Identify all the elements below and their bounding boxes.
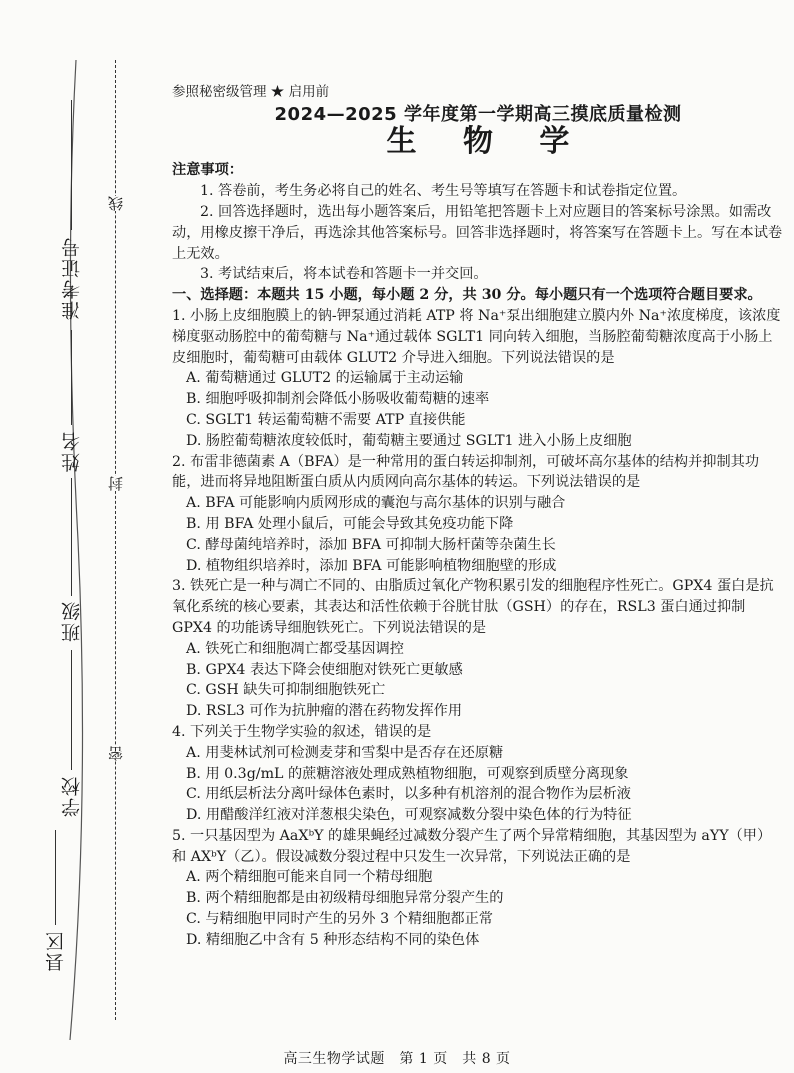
option-b[interactable]: B. 两个精细胞都是由初级精母细胞异常分裂产生的 bbox=[186, 890, 504, 907]
question-stem: 3. 铁死亡是一种与凋亡不同的、由脂质过氧化产物积累引发的细胞程序性死亡。GPX4 蛋白是抗氧化系统的核心要素，其表达和活性依赖于谷胱甘肽（GSH）的存在，RSL3 蛋白通过抑制 GPX4 的功能诱导细胞铁死亡。下列说法错误的是 bbox=[172, 578, 774, 636]
option-d[interactable]: D. RSL3 可作为抗肿瘤的潜在药物发挥作用 bbox=[186, 703, 463, 720]
name-blank[interactable] bbox=[71, 330, 72, 425]
option-a[interactable]: A. BFA 可能影响内质网形成的囊泡与高尔基体的识别与融合 bbox=[186, 495, 566, 512]
option-c[interactable]: C. GSH 缺失可抑制细胞铁死亡 bbox=[186, 682, 386, 699]
option-a[interactable]: A. 两个精细胞可能来自同一个精母细胞 bbox=[186, 869, 433, 886]
option-c[interactable]: C. 与精细胞甲同时产生的另外 3 个精细胞都正常 bbox=[186, 911, 493, 928]
question bbox=[172, 826, 784, 951]
exam-number-blank[interactable] bbox=[71, 100, 72, 230]
exam-title: 2024—2025 学年度第一学期高三摸底质量检测 bbox=[274, 103, 682, 125]
option-c[interactable]: C. 用纸层析法分离叶绿体色素时，以多种有机溶剂的混合物作为层析液 bbox=[186, 786, 631, 803]
district-label: 县区 bbox=[45, 930, 67, 972]
option-c[interactable]: C. SGLT1 转运葡萄糖不需要 ATP 直接供能 bbox=[186, 411, 466, 428]
option-d[interactable]: D. 用醋酸洋红液对洋葱根尖染色，可观察减数分裂中染色体的行为特征 bbox=[186, 807, 632, 824]
secret-level: 参照秘密级管理 ★ 启用前 bbox=[172, 84, 330, 100]
seal-word-line: 线 bbox=[107, 196, 125, 211]
class-label: 班级 bbox=[61, 600, 83, 642]
notice-item: 2. 回答选择题时，选出每小题答案后，用铅笔把答题卡上对应题目的答案标号涂黑。如需改动，用橡皮擦干净后，再选涂其他答案标号。回答非选择题时，将答案写在答题卡上。写在本试卷上无效。 bbox=[172, 203, 783, 262]
notice-item: 3. 考试结束后，将本试卷和答题卡一并交回。 bbox=[200, 266, 488, 283]
option-d[interactable]: D. 肠腔葡萄糖浓度较低时，葡萄糖主要通过 SGLT1 进入小肠上皮细胞 bbox=[186, 432, 632, 449]
question bbox=[172, 722, 784, 826]
option-b[interactable]: B. 细胞呼吸抑制剂会降低小肠吸收葡萄糖的速率 bbox=[186, 391, 490, 408]
seal-word-secret: 密 bbox=[107, 746, 125, 761]
option-b[interactable]: B. 用 BFA 处理小鼠后，可能会导致其免疫功能下降 bbox=[186, 515, 514, 532]
question bbox=[172, 576, 784, 722]
subject-title: 生 物 学 bbox=[386, 123, 588, 159]
binding-margin bbox=[0, 0, 130, 1073]
class-blank[interactable] bbox=[71, 478, 72, 596]
option-b[interactable]: B. 用 0.3g/mL 的蔗糖溶液处理成熟植物细胞，可观察到质壁分离现象 bbox=[186, 765, 629, 782]
option-a[interactable]: A. 铁死亡和细胞凋亡都受基因调控 bbox=[186, 640, 404, 657]
question-stem: 5. 一只基因型为 AaXᵇY 的雄果蝇经过减数分裂产生了两个异常精细胞，其基因型为 aYY（甲）和 AXᵇY（乙）。假设减数分裂过程中只发生一次异常，下列说法正确的是 bbox=[172, 827, 772, 865]
school-label: 学校 bbox=[61, 775, 83, 817]
question bbox=[172, 306, 784, 452]
option-d[interactable]: D. 精细胞乙中含有 5 种形态结构不同的染色体 bbox=[186, 931, 480, 948]
option-c[interactable]: C. 酵母菌纯培养时，添加 BFA 可抑制大肠杆菌等杂菌生长 bbox=[186, 536, 556, 553]
seal-word-seal: 封 bbox=[107, 476, 125, 491]
option-a[interactable]: A. 用斐林试剂可检测麦芽和雪梨中是否存在还原糖 bbox=[186, 744, 504, 761]
section-heading: 一、选择题：本题共 15 小题，每小题 2 分，共 30 分。每小题只有一个选项符合题目要求。 bbox=[172, 287, 762, 304]
exam-number-label: 准考证号 bbox=[61, 236, 83, 320]
notice-heading: 注意事项： bbox=[172, 162, 243, 179]
notice-item: 1. 答卷前，考生务必将自己的姓名、考生号等填写在答题卡和试卷指定位置。 bbox=[200, 183, 687, 200]
option-b[interactable]: B. GPX4 表达下降会使细胞对铁死亡更敏感 bbox=[186, 661, 463, 678]
option-d[interactable]: D. 植物组织培养时，添加 BFA 可能影响植物细胞壁的形成 bbox=[186, 557, 557, 574]
question-stem: 4. 下列关于生物学实验的叙述，错误的是 bbox=[172, 723, 432, 740]
school-blank[interactable] bbox=[71, 650, 72, 770]
question bbox=[172, 452, 784, 577]
page-footer: 高三生物学试题 第 1 页 共 8 页 bbox=[283, 1051, 511, 1067]
district-blank[interactable] bbox=[55, 830, 56, 925]
question-stem: 2. 布雷非德菌素 A（BFA）是一种常用的蛋白转运抑制剂，可破坏高尔基体的结构并抑制其功能，进而将异地阻断蛋白质从内质网向高尔基体的转运。下列说法错误的是 bbox=[172, 453, 760, 491]
question-stem: 1. 小肠上皮细胞膜上的钠-钾泵通过消耗 ATP 将 Na⁺泵出细胞建立膜内外 Na⁺浓度梯度，该浓度梯度驱动肠腔中的葡萄糖与 Na⁺通过载体 SGLT1 同向转入细胞，当肠腔葡萄糖浓度高于小肠上皮细胞时，葡萄糖可由载体 GLUT2 介导进入细胞。下列说法错误的是 bbox=[172, 307, 781, 366]
name-label: 姓名 bbox=[61, 430, 83, 472]
option-a[interactable]: A. 葡萄糖通过 GLUT2 的运输属于主动运输 bbox=[186, 370, 464, 387]
exam-content bbox=[172, 82, 784, 951]
